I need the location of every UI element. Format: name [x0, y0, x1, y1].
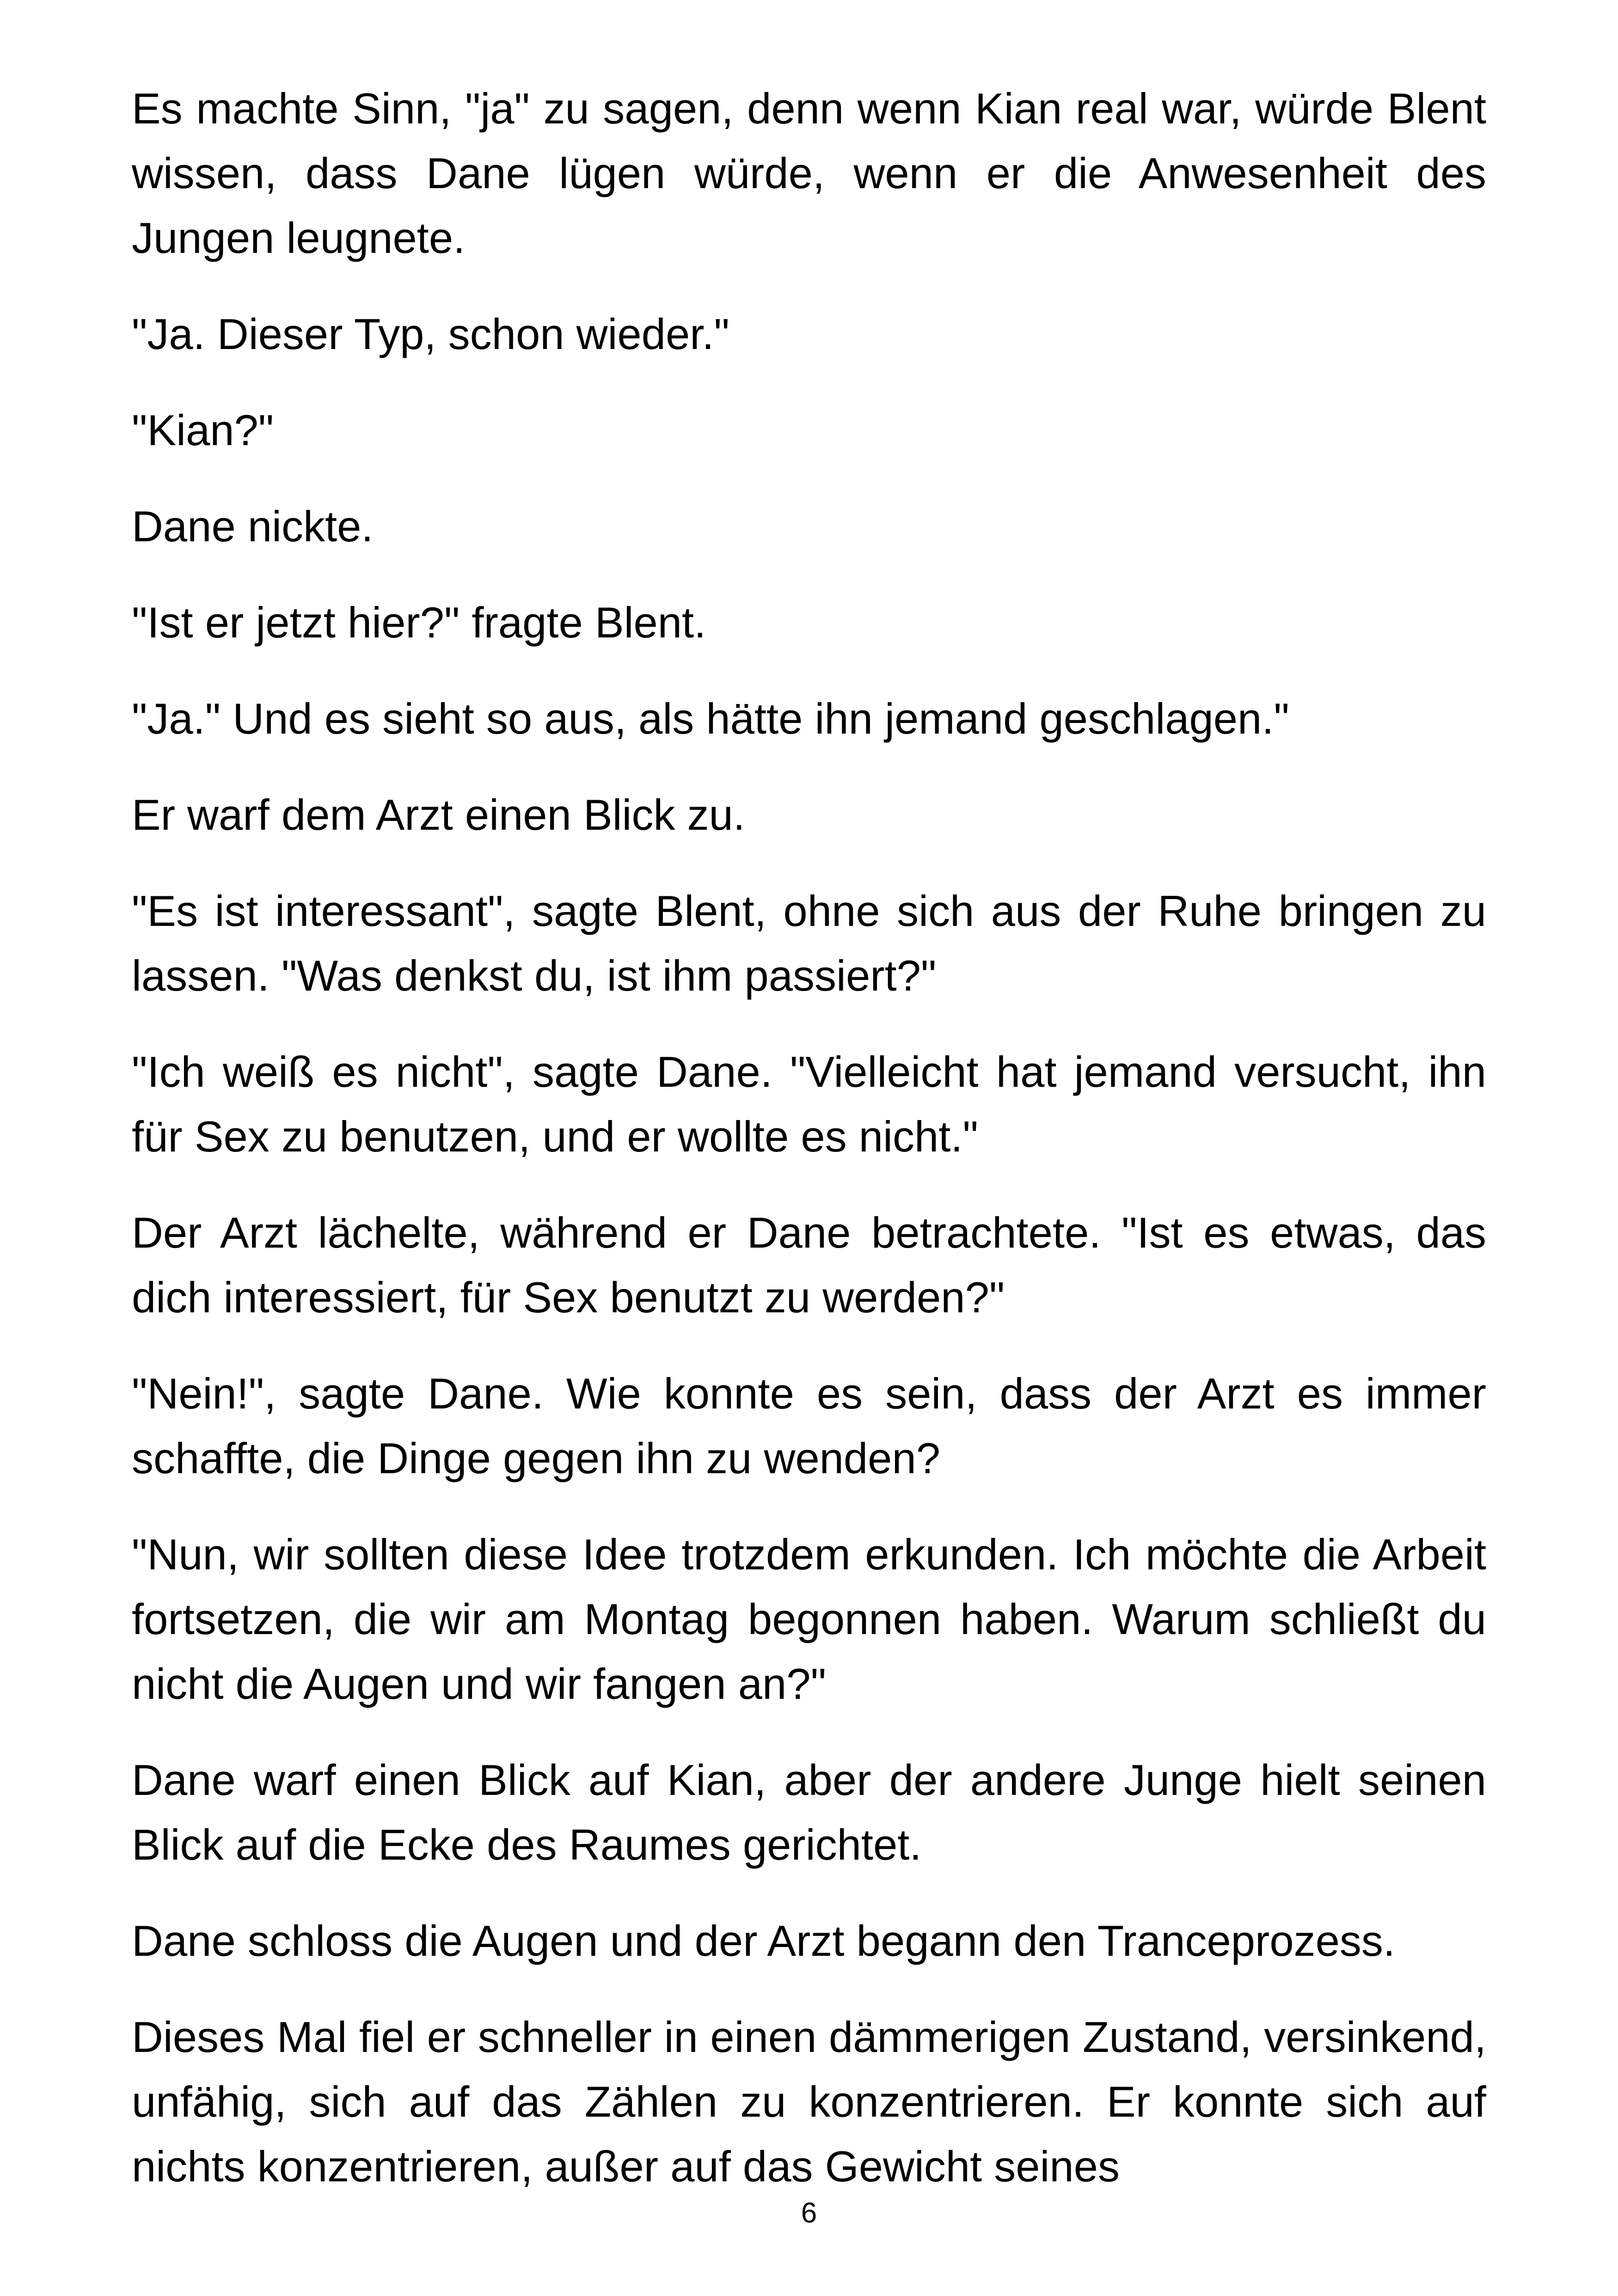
paragraph: "Ich weiß es nicht", sagte Dane. "Vielleicht hat jemand versucht, ihn für Sex zu benutzen, und er wollte es nicht.": [132, 1047, 1486, 1161]
paragraph: "Ja. Dieser Typ, schon wieder.": [132, 310, 729, 358]
paragraph: Dane warf einen Blick auf Kian, aber der andere Junge hielt seinen Blick auf die Ecke des Raumes gerichtet.: [132, 1756, 1486, 1869]
paragraph: Er warf dem Arzt einen Blick zu.: [132, 790, 745, 839]
body-text: [132, 76, 1486, 2230]
paragraph: "Nein!", sagte Dane. Wie konnte es sein, dass der Arzt es immer schaffte, die Dinge gegen ihn zu wenden?: [132, 1369, 1486, 1482]
paragraph: Dane schloss die Augen und der Arzt begann den Tranceprozess.: [132, 1916, 1396, 1965]
paragraph: Dane nickte.: [132, 502, 374, 551]
paragraph: Der Arzt lächelte, während er Dane betrachtete. "Ist es etwas, das dich interessiert, für Sex benutzt zu werden?": [132, 1208, 1486, 1322]
page-number: 6: [801, 2197, 817, 2229]
paragraph: "Es ist interessant", sagte Blent, ohne sich aus der Ruhe bringen zu lassen. "Was denkst du, ist ihm passiert?": [132, 887, 1486, 1000]
paragraph: Dieses Mal fiel er schneller in einen dämmerigen Zustand, versinkend, unfähig, sich auf das Zählen zu konzentrieren. Er konnte sich auf nichts konzentrieren, außer auf das Gewicht seines: [132, 2013, 1486, 2191]
paragraph: "Nun, wir sollten diese Idee trotzdem erkunden. Ich möchte die Arbeit fortsetzen, die wir am Montag begonnen haben. Warum schließt du nicht die Augen und wir fangen an?": [132, 1530, 1486, 1708]
paragraph: "Ja." Und es sieht so aus, als hätte ihn jemand geschlagen.": [132, 694, 1289, 743]
paragraph: "Ist er jetzt hier?" fragte Blent.: [132, 598, 706, 647]
paragraph: "Kian?": [132, 406, 274, 454]
paragraph: Es machte Sinn, "ja" zu sagen, denn wenn Kian real war, würde Blent wissen, dass Dane lügen würde, wenn er die Anwesenheit des Jungen leugnete.: [132, 84, 1486, 262]
